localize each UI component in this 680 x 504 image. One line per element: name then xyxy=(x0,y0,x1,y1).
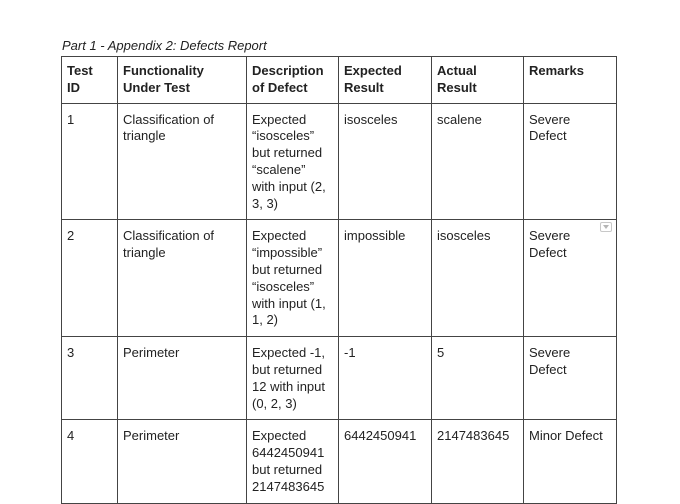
cell-actual-result: 2147483645 xyxy=(432,420,524,503)
cell-description: Expected “isosceles” but returned “scalene” with input (2, 3, 3) xyxy=(247,103,339,220)
cell-expected-result: isosceles xyxy=(339,103,432,220)
cell-actual-result: scalene xyxy=(432,103,524,220)
cell-remarks[interactable]: Severe Defect xyxy=(524,220,617,337)
cell-expected-result: -1 xyxy=(339,337,432,420)
report-caption: Part 1 - Appendix 2: Defects Report xyxy=(62,38,267,53)
cell-test-id: 3 xyxy=(62,337,118,420)
cell-functionality: Perimeter xyxy=(118,337,247,420)
header-functionality: Functionality Under Test xyxy=(118,57,247,104)
cell-actual-result: isosceles xyxy=(432,220,524,337)
header-actual-result: Actual Result xyxy=(432,57,524,104)
cell-expected-result: 6442450941 xyxy=(339,420,432,503)
cell-test-id: 4 xyxy=(62,420,118,503)
cell-description: Expected 6442450941 but returned 2147483645 xyxy=(247,420,339,503)
table-row xyxy=(62,337,617,420)
defects-table xyxy=(61,56,617,504)
cell-test-id: 2 xyxy=(62,220,118,337)
cell-remarks: Severe Defect xyxy=(524,103,617,220)
cell-functionality: Perimeter xyxy=(118,420,247,503)
table-row xyxy=(62,220,617,337)
table-row xyxy=(62,103,617,220)
cell-functionality: Classification of triangle xyxy=(118,220,247,337)
header-expected-result: Expected Result xyxy=(339,57,432,104)
cell-actual-result: 5 xyxy=(432,337,524,420)
chevron-down-icon[interactable] xyxy=(600,222,612,232)
table-header-row xyxy=(62,57,617,104)
header-description: Description of Defect xyxy=(247,57,339,104)
header-test-id: Test ID xyxy=(62,57,118,104)
table-row xyxy=(62,420,617,503)
header-remarks: Remarks xyxy=(524,57,617,104)
cell-functionality: Classification of triangle xyxy=(118,103,247,220)
cell-test-id: 1 xyxy=(62,103,118,220)
cell-description: Expected “impossible” but returned “isosceles” with input (1, 1, 2) xyxy=(247,220,339,337)
cell-remarks: Severe Defect xyxy=(524,337,617,420)
cell-description: Expected -1, but returned 12 with input (0, 2, 3) xyxy=(247,337,339,420)
cell-expected-result: impossible xyxy=(339,220,432,337)
cell-remarks: Minor Defect xyxy=(524,420,617,503)
